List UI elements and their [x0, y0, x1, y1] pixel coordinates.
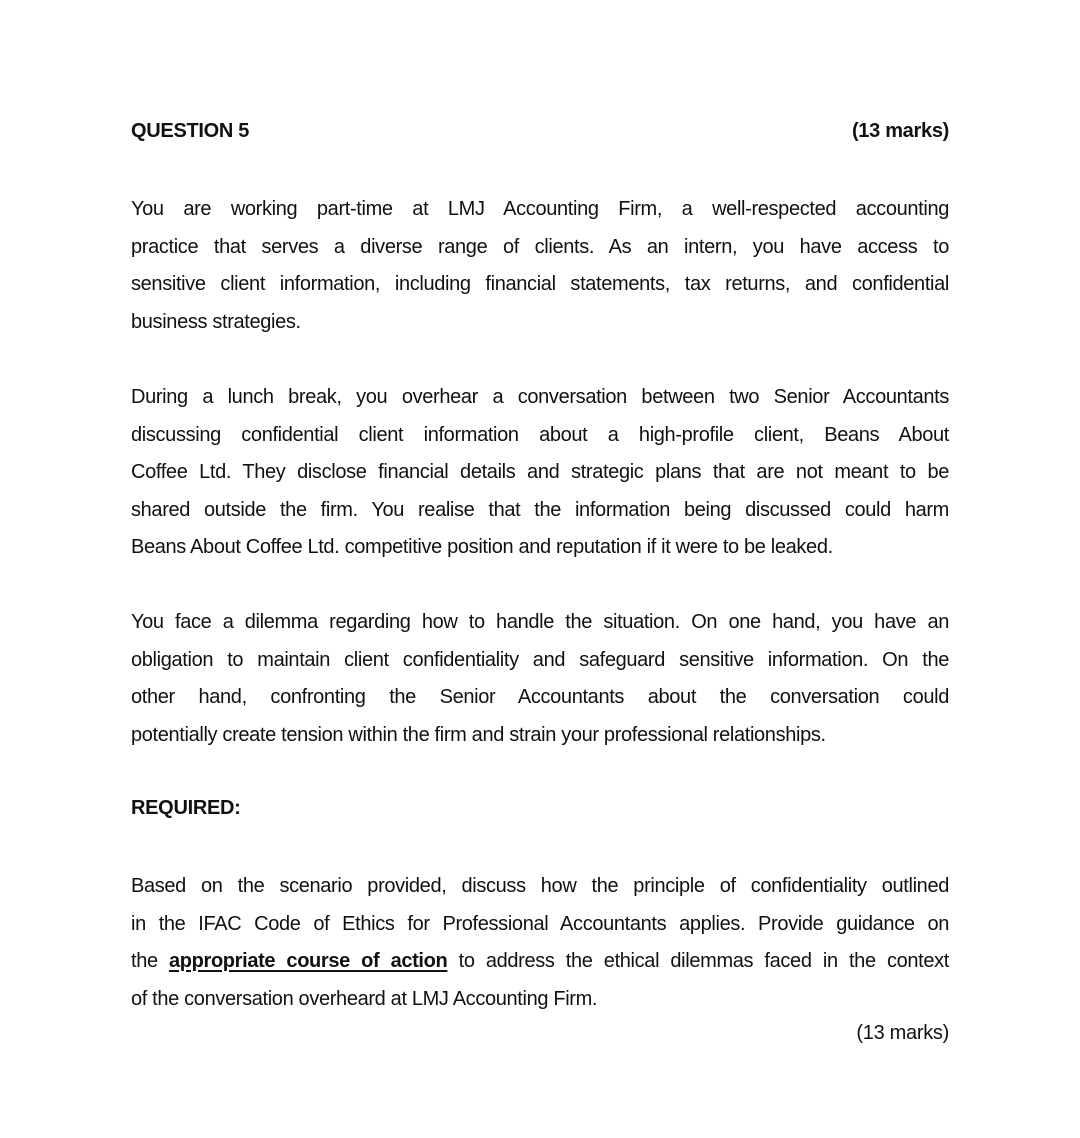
- paragraph-line: in the IFAC Code of Ethics for Professional Accountants applies. Provide guidance on: [131, 912, 949, 935]
- line-prefix: the: [131, 950, 169, 973]
- scenario-paragraph-2: [131, 384, 949, 572]
- paragraph-line: Coffee Ltd. They disclose financial details and strategic plans that are not meant to be: [131, 461, 949, 484]
- paragraph-line: During a lunch break, you overhear a conversation between two Senior Accountants: [131, 386, 949, 408]
- emphasized-phrase: appropriate course of action: [169, 950, 448, 973]
- required-marks: (13 marks): [856, 1022, 949, 1044]
- line-suffix: to address the ethical dilemmas faced in the context: [447, 950, 949, 973]
- question-marks: (13 marks): [851, 120, 949, 142]
- required-paragraph: [131, 873, 949, 1023]
- paragraph-line: You are working part-time at LMJ Accounting Firm, a well-respected accounting: [131, 198, 949, 220]
- paragraph-line: practice that serves a diverse range of clients. As an intern, you have access to: [131, 235, 949, 258]
- paragraph-line: potentially create tension within the firm and strain your professional relationships.: [131, 723, 826, 746]
- paragraph-line: discussing confidential client information about a high-profile client, Beans About: [131, 423, 949, 446]
- paragraph-line: business strategies.: [131, 310, 301, 333]
- paragraph-line: sensitive client information, including financial statements, tax returns, and confidential: [131, 273, 949, 296]
- paragraph-line: Beans About Coffee Ltd. competitive position and reputation if it were to be leaked.: [131, 536, 833, 559]
- paragraph-line: shared outside the firm. You realise that the information being discussed could harm: [131, 498, 949, 521]
- paragraph-line-with-emphasis: [131, 948, 949, 986]
- paragraph-line: You face a dilemma regarding how to handle the situation. On one hand, you have an: [131, 611, 949, 633]
- question-header: [131, 120, 949, 148]
- paragraph-line: other hand, confronting the Senior Accountants about the conversation could: [131, 686, 949, 709]
- question-title: QUESTION 5: [131, 120, 250, 142]
- paragraph-line: obligation to maintain client confidentiality and safeguard sensitive information. On the: [131, 648, 949, 671]
- paragraph-line: Based on the scenario provided, discuss how the principle of confidentiality outlined: [131, 875, 949, 897]
- scenario-paragraph-1: [131, 196, 949, 346]
- required-heading: REQUIRED:: [131, 797, 241, 819]
- paragraph-line: of the conversation overheard at LMJ Accounting Firm.: [131, 987, 598, 1010]
- scenario-paragraph-3: [131, 609, 949, 759]
